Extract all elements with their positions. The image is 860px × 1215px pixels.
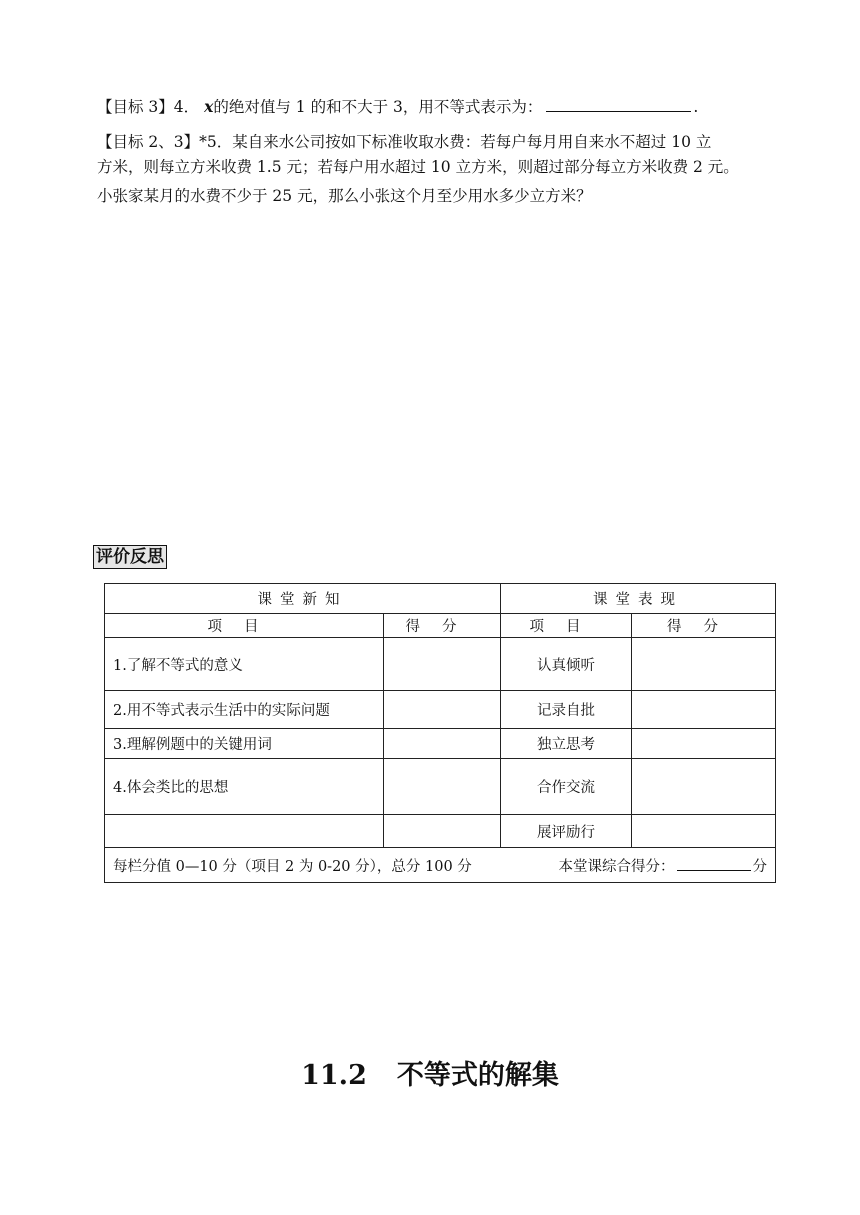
footer-note: 每栏分值 0—10 分（项目 2 为 0-20 分），总分 100 分 xyxy=(113,858,472,875)
question-5-line-1 xyxy=(97,130,711,152)
performance-label: 独立思考 xyxy=(501,729,632,759)
section-number: 11.2 xyxy=(301,1060,367,1091)
score-cell[interactable] xyxy=(632,759,776,815)
col-header-item: 项目 xyxy=(105,614,384,638)
goal-tag: 【目标 2、3】 xyxy=(97,133,200,151)
question-number: 4． xyxy=(173,98,200,116)
question-4 xyxy=(97,95,698,117)
question-text: 的绝对值与 1 的和不大于 3，用不等式表示为： xyxy=(213,98,543,116)
performance-label: 认真倾听 xyxy=(501,638,632,691)
group-header-knowledge: 课堂新知 xyxy=(105,584,501,614)
question-number: *5． xyxy=(199,133,233,151)
section-title xyxy=(0,1053,860,1092)
table-row xyxy=(105,729,776,759)
item-label: 1.了解不等式的意义 xyxy=(105,638,384,691)
table-row xyxy=(105,638,776,691)
performance-label: 合作交流 xyxy=(501,759,632,815)
score-cell[interactable] xyxy=(384,691,501,729)
total-score-blank[interactable] xyxy=(677,856,751,871)
table-row xyxy=(105,815,776,848)
question-text: 某自来水公司按如下标准收取水费：若每户每月用自来水不超过 10 立 xyxy=(232,133,712,151)
performance-label: 记录自批 xyxy=(501,691,632,729)
score-cell[interactable] xyxy=(384,638,501,691)
score-cell[interactable] xyxy=(384,815,501,848)
col-header-score: 得分 xyxy=(384,614,501,638)
table-footer xyxy=(105,848,776,883)
variable-x: x xyxy=(204,97,214,116)
col-header-score-2: 得分 xyxy=(632,614,776,638)
item-label: 4.体会类比的思想 xyxy=(105,759,384,815)
score-unit: 分 xyxy=(752,858,767,875)
item-label xyxy=(105,815,384,848)
table-row xyxy=(105,691,776,729)
goal-tag: 【目标 3】 xyxy=(97,98,174,116)
score-cell[interactable] xyxy=(632,638,776,691)
evaluation-table xyxy=(104,583,776,883)
score-cell[interactable] xyxy=(632,729,776,759)
score-cell[interactable] xyxy=(632,691,776,729)
col-header-item-2: 项目 xyxy=(501,614,632,638)
section-name: 不等式的解集 xyxy=(396,1060,559,1091)
question-5-line-3: 小张家某月的水费不少于 25 元，那么小张这个月至少用水多少立方米？ xyxy=(97,187,592,205)
score-cell[interactable] xyxy=(384,729,501,759)
item-label: 3.理解例题中的关键用词 xyxy=(105,729,384,759)
question-5-line-2: 方米，则每立方米收费 1.5 元；若每户用水超过 10 立方米，则超过部分每立方米收费 2 元。 xyxy=(97,158,739,176)
answer-blank[interactable] xyxy=(546,97,691,112)
total-score-label: 本堂课综合得分： xyxy=(558,858,675,875)
performance-label: 展评励行 xyxy=(501,815,632,848)
eval-heading: 评价反思 xyxy=(93,545,167,569)
period: . xyxy=(693,98,699,116)
table-row xyxy=(105,759,776,815)
group-header-performance: 课堂表现 xyxy=(501,584,776,614)
score-cell[interactable] xyxy=(632,815,776,848)
item-label: 2.用不等式表示生活中的实际问题 xyxy=(105,691,384,729)
score-cell[interactable] xyxy=(384,759,501,815)
